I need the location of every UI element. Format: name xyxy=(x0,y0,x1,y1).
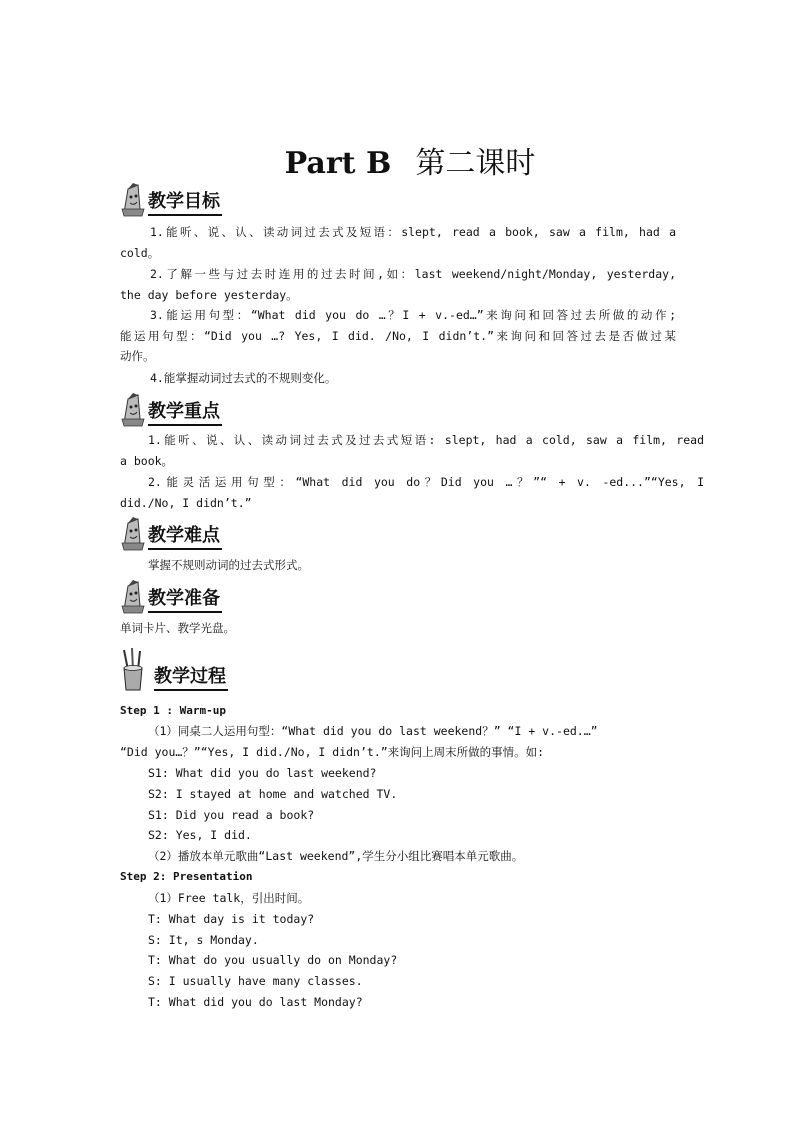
step-heading: Step 1 : Warm-up xyxy=(120,704,226,717)
section-title: 教学难点 xyxy=(148,521,222,550)
objective-line: 动作。 xyxy=(120,349,155,363)
key-point-line: a book。 xyxy=(120,454,174,468)
page-title xyxy=(0,138,794,182)
section-title: 教学准备 xyxy=(148,584,222,613)
key-point-line: did./No, I didn’t.” xyxy=(120,496,252,510)
objective-line: 3.能运用句型：“What did you do …？I + v.-ed…”来询问和回答过去所做的动作; xyxy=(150,308,676,322)
dialogue-line: S: It, s Monday. xyxy=(148,933,259,947)
process-line: （1）Free talk，引出时间。 xyxy=(148,891,310,905)
dialogue-line: T: What do you usually do on Monday? xyxy=(148,953,398,967)
objective-line: 能运用句型：“Did you …? Yes, I did. /No, I didn’t.”来询问和回答过去是否做过某 xyxy=(120,329,676,343)
section-title: 教学重点 xyxy=(148,397,222,426)
dialogue-line: S1: Did you read a book? xyxy=(148,808,315,822)
process-line: （2）播放本单元歌曲“Last weekend”,学生分小组比赛唱本单元歌曲。 xyxy=(148,849,524,863)
process-line: （1）同桌二人运用句型：“What did you do last weekend？” “I + v.-ed.…” xyxy=(148,724,598,738)
difficulty-line: 掌握不规则动词的过去式形式。 xyxy=(148,558,309,572)
dialogue-line: S: I usually have many classes. xyxy=(148,974,363,988)
key-point-line: 1.能听、说、认、读动词过去式及过去式短语: slept, had a cold, saw a film, read xyxy=(148,433,704,447)
objective-line: cold。 xyxy=(120,246,160,260)
objective-line: 1.能听、说、认、读动词过去式及短语：slept, read a book, saw a film, had a xyxy=(150,225,676,239)
key-point-line: 2.能灵活运用句型：“What did you do？Did you …？”“ + v. -ed...”“Yes, I xyxy=(148,475,704,489)
pencil-mascot-icon xyxy=(118,393,148,427)
objective-line: 4.能掌握动词过去式的不规则变化。 xyxy=(150,371,337,385)
pencil-cup-icon xyxy=(118,648,148,692)
objective-line: the day before yesterday。 xyxy=(120,288,298,302)
title-part: Part B xyxy=(284,146,392,181)
dialogue-line: T: What day is it today? xyxy=(148,912,315,926)
section-title: 教学目标 xyxy=(148,187,222,216)
pencil-mascot-icon xyxy=(118,580,148,614)
section-title: 教学过程 xyxy=(154,662,228,691)
step-heading: Step 2: Presentation xyxy=(120,870,253,883)
pencil-mascot-icon xyxy=(118,183,148,217)
process-line: “Did you…？”“Yes, I did./No, I didn’t.”来询问上周末所做的事情。如: xyxy=(120,745,545,759)
objective-line: 2.了解一些与过去时连用的过去时间,如：last weekend/night/Monday, yesterday, xyxy=(150,267,676,281)
pencil-mascot-icon xyxy=(118,517,148,551)
dialogue-line: S2: Yes, I did. xyxy=(148,828,252,842)
dialogue-line: T: What did you do last Monday? xyxy=(148,995,363,1009)
dialogue-line: S1: What did you do last weekend? xyxy=(148,766,377,780)
title-lesson: 第二课时 xyxy=(415,146,536,181)
dialogue-line: S2: I stayed at home and watched TV. xyxy=(148,787,398,801)
preparation-line: 单词卡片、教学光盘。 xyxy=(120,621,235,635)
